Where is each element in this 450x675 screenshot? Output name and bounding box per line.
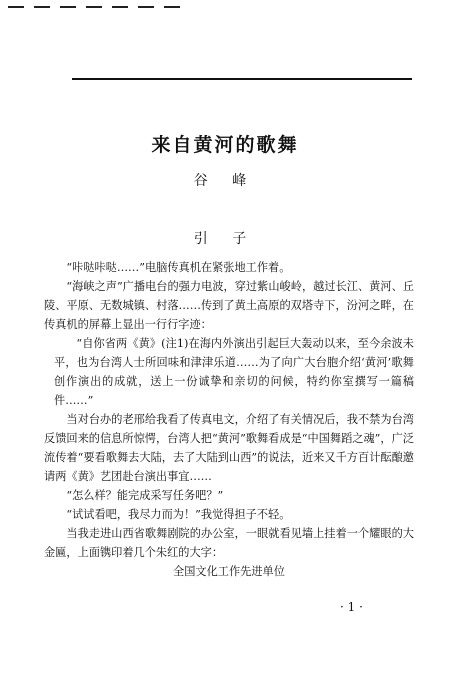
plaque-text: 全国文化工作先进单位 [173, 565, 285, 578]
dash-mark [60, 6, 76, 8]
page-title: 来自黄河的歌舞 [151, 134, 299, 156]
top-dash-marks [8, 6, 208, 10]
header-rule [72, 78, 412, 80]
paragraph: 当我走进山西省歌舞剧院的办公室，一眼就看见墙上挂着一个耀眼的大金匾，上面镌印着几个朱红的大字： [44, 527, 414, 559]
dash-mark [164, 6, 180, 8]
dash-mark [34, 6, 50, 8]
dash-mark [86, 6, 102, 8]
paragraph: 当对台办的老邢给我看了传真电文，介绍了有关情况后，我不禁为台湾反馈回来的信息所惊愕，台湾人把“黄河”歌舞看成是“中国舞蹈之魂”，广泛流传着“要看歌舞去大陆，去了大陆到山西”的说法，近来又千方百计酝酿邀请两《黄》艺团赴台演出事宜…… [44, 413, 414, 483]
page-number: · 1 · [340, 600, 363, 614]
dash-mark [8, 6, 24, 8]
author-name: 谷 峰 [193, 173, 257, 189]
paragraph: “咔哒咔哒……”电脑传真机在紧张地工作着。 [66, 261, 291, 274]
body-text [44, 258, 414, 581]
paragraph: “海峡之声”广播电台的强力电波，穿过紫山峻岭，越过长江、黄河、丘陵、平原、无数城镇、村落……传到了黄土高原的双塔寺下，汾河之畔，在传真机的屏幕上显出一行行字迹： [44, 280, 414, 331]
paragraph: “怎么样？能完成采写任务吧？” [66, 489, 224, 502]
section-heading: 引 子 [193, 231, 257, 247]
quoted-paragraph: “自你省两《黄》(注1)在海内外演出引起巨大轰动以来，至今余波未平，也为台湾人士所回味和津津乐道……为了向广大台胞介绍‘黄河’歌舞创作演出的成就，送上一份诚挚和亲切的问候，特约你室撰写一篇稿件……” [54, 337, 414, 407]
paragraph: “试试看吧，我尽力而为！”我觉得担子不轻。 [66, 508, 291, 521]
dash-mark [138, 6, 154, 8]
dash-mark [112, 6, 128, 8]
